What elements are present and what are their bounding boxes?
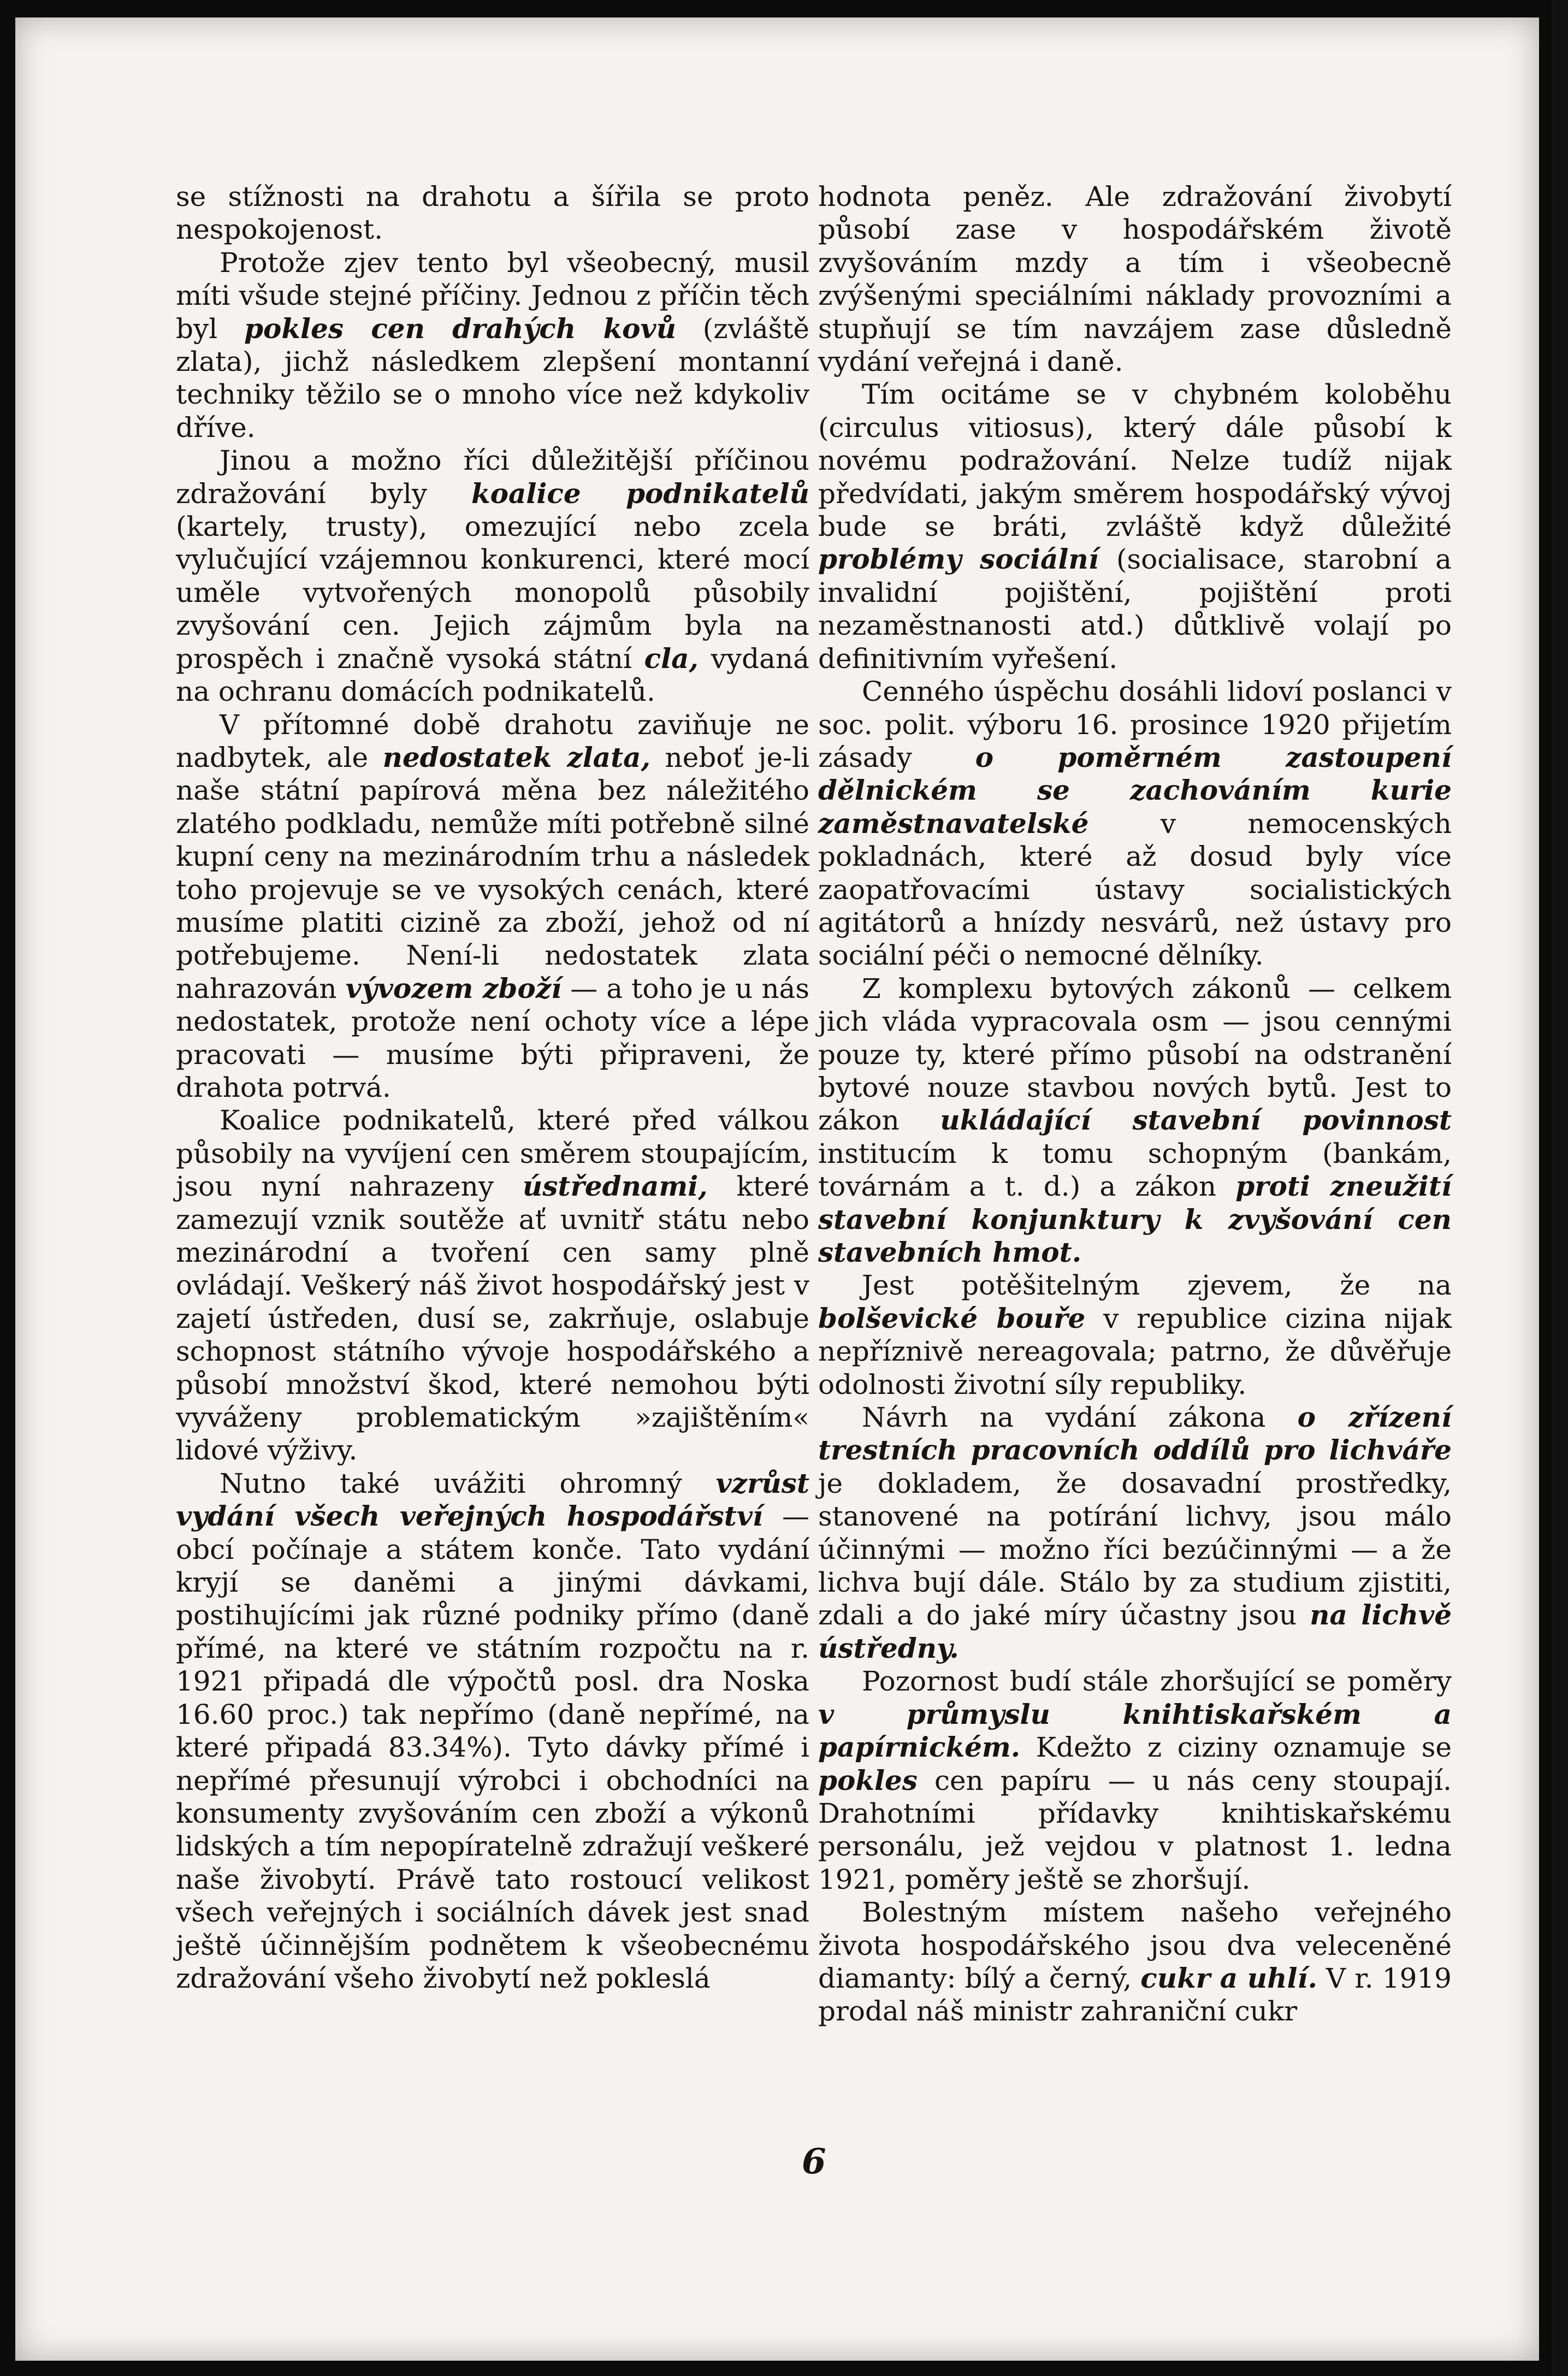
text-run: Jinou a možno říci důležitější příčinou zdražování byly	[176, 445, 809, 510]
paragraph	[818, 1269, 1452, 1401]
paragraph	[818, 972, 1452, 1269]
emphasis: na lichvě ústředny.	[818, 1599, 1452, 1664]
text-run: které zamezují vznik soutěže ať uvnitř státu nebo mezinárodní a tvoření cen samy plně ovládají. Veškerý náš život hospodářský jest v zajetí ústředen, dusí se, zakrňuje, oslabuje schopnost státního vývoje hospodářského a působí množství škod, které nemohou býti vyváženy problematickým »zajištěním« lidové výživy.	[176, 1171, 809, 1467]
text-run: se stížnosti na drahotu a šířila se proto nespokojenost.	[176, 181, 809, 246]
text-run: Kdežto z ciziny oznamuje se	[1020, 1731, 1452, 1764]
document-page	[15, 17, 1539, 2361]
paragraph	[818, 180, 1452, 378]
emphasis: pokles	[818, 1764, 918, 1796]
text-run: — a toho je u nás nedostatek, protože není ochoty více a lépe pracovati — musíme býti připraveni, že drahota potrvá.	[176, 972, 810, 1103]
paragraph	[176, 1467, 809, 1995]
emphasis: proti zneužití stavební konjunktury k zvyšování cen stavebních hmot.	[818, 1170, 1452, 1268]
text-run: V přítomné době drahotu zaviňuje ne nadbytek, ale	[176, 708, 809, 773]
paragraph	[818, 1896, 1452, 2028]
text-run: (socialisace, starobní a invalidní pojištění, pojištění proti nezaměstnanosti atd.) důtklivě volají po definitivním vyřešení.	[818, 543, 1452, 675]
text-run: (zvláště zlata), jichž následkem zlepšení montanní techniky těžilo se o mnoho více než kdykoliv dříve.	[176, 312, 810, 444]
text-run: Z komplexu bytových zákonů — celkem jich vláda vypracovala osm — jsou cennými pouze ty, které přímo působí na odstranění bytové nouze stavbou nových bytů. Jest to zákon	[818, 972, 1452, 1137]
text-run: V r. 1919 prodal náš ministr zahraniční cukr	[818, 1962, 1452, 2028]
text-run: v republice cizina nijak nepříznivě nereagovala; patrno, že důvěřuje odolnosti životní síly republiky.	[818, 1302, 1452, 1400]
text-run: je dokladem, že dosavadní prostředky, stanovené na potírání lichvy, jsou málo účinnými — možno říci bezúčinnými — a že lichva bují dále. Stálo by za studium zjistiti, zdali a do jaké míry účastny jsou	[818, 1467, 1452, 1632]
emphasis: koalice podnikatelů	[471, 477, 809, 510]
paragraph	[176, 246, 809, 444]
text-run: v nemocenských pokladnách, které až dosud byly více zaopatřovacími ústavy socialistických agitátorů a hnízdy nesvárů, než ústavy pro sociální péči o nemocné dělníky.	[818, 807, 1452, 972]
text-run: Cenného úspěchu dosáhli lidoví poslanci v soc. polit. výboru 16. prosince 1920 přijetím zásady	[818, 676, 1452, 773]
right-column	[818, 180, 1452, 2028]
text-run: — obcí počínaje a státem konče. Tato vydání kryjí se daněmi a jinými dávkami, postihujícími jak různé podniky přímo (daně přímé, na které ve státním rozpočtu na r. 1921 připadá dle výpočtů posl. dra Noska 16.60 proc.) tak nepřímo (daně nepřímé, na které připadá 83.34%). Tyto dávky přímé i nepřímé přesunují výrobci i obchodníci na konsumenty zvyšováním cen zboží a výkonů lidských a tím nepopíratelně zdražují veškeré naše živobytí. Právě tato rostoucí velikost všech veřejných i sociálních dávek jest snad ještě účinnějším podnětem k všeobecnému zdražování všeho živobytí než pokleslá	[176, 1500, 809, 1994]
paragraph	[818, 1665, 1452, 1896]
text-run: Jest potěšitelným zjevem, že na	[862, 1269, 1452, 1302]
text-run: neboť je-li naše státní papírová měna bez náležitého zlatého podkladu, nemůže míti potřebně silné kupní ceny na mezinárodním trhu a následek toho projevuje se ve vysokých cenách, které musíme platiti cizině za zboží, jehož od ní potřebujeme. Není-li nedostatek zlata nahrazován	[176, 741, 809, 1004]
emphasis: bolševické bouře	[818, 1302, 1086, 1334]
paragraph	[818, 675, 1452, 972]
page-number: 6	[802, 2141, 826, 2182]
emphasis: problémy sociální	[818, 543, 1099, 576]
text-run: cen papíru — u nás ceny stoupají. Drahotními přídavky knihtiskařskému personálu, jež vejdou v platnost 1. ledna 1921, poměry ještě se zhoršují.	[818, 1764, 1452, 1895]
text-run: Návrh na vydání zákona	[862, 1402, 1298, 1434]
paragraph	[176, 444, 809, 708]
paragraph	[818, 378, 1452, 675]
paragraph	[818, 1401, 1452, 1665]
text-run: hodnota peněz. Ale zdražování živobytí působí zase v hospodářském životě zvyšováním mzdy a tím i všeobecně zvýšenými speciálními náklady provozními a stupňují se tím navzájem zase důsledně vydání veřejná i daně.	[818, 181, 1452, 378]
emphasis: o poměrném zastoupení dělnickém se zachováním kurie zaměstnavatelské	[818, 741, 1452, 840]
text-run: Bolestným místem našeho veřejného života hospodářského jsou dva veleceněné diamanty: bílý a černý,	[818, 1896, 1452, 1994]
emphasis: pokles cen drahých kovů	[244, 312, 676, 345]
text-run: vydaná na ochranu domácích podnikatelů.	[176, 642, 809, 708]
text-run: Pozornost budí stále zhoršující se poměry	[862, 1665, 1452, 1698]
text-run: Nutno také uvážiti ohromný	[220, 1467, 716, 1499]
text-run: (kartely, trusty), omezující nebo zcela vylučující vzájemnou konkurenci, které mocí uměle vytvořených monopolů působily zvyšování cen. Jejich zájmům byla na prospěch i značně vysoká státní	[176, 511, 809, 675]
emphasis: v průmyslu knihtiskařském a papírnickém.	[818, 1698, 1452, 1764]
left-column	[176, 180, 809, 1995]
emphasis: vzrůst vydání všech veřejných hospodářství	[176, 1467, 809, 1533]
emphasis: o zřízení trestních pracovních oddílů pro lichváře	[818, 1401, 1452, 1467]
paragraph	[176, 180, 809, 246]
emphasis: vývozem zboží	[345, 972, 562, 1004]
emphasis: cla,	[644, 642, 699, 675]
paragraph	[176, 1104, 809, 1467]
text-run: Tím ocitáme se v chybném koloběhu (circulus vitiosus), který dále působí k novému podražování. Nelze tudíž nijak předvídati, jakým směrem hospodářský vývoj bude se bráti, zvláště když důležité	[818, 379, 1452, 543]
emphasis: ústřednami,	[522, 1170, 708, 1203]
text-run: institucím k tomu schopným (bankám, továrnám a t. d.) a zákon	[818, 1137, 1452, 1203]
text-run: Protože zjev tento byl všeobecný, musil míti všude stejné příčiny. Jednou z příčin těch byl	[176, 246, 809, 345]
text-run: Koalice podnikatelů, které před válkou působily na vyvíjení cen směrem stoupajícím, jsou nyní nahrazeny	[176, 1104, 809, 1203]
emphasis: nedostatek zlata,	[382, 741, 650, 773]
emphasis: ukládající stavební povinnost	[940, 1104, 1452, 1137]
paragraph	[176, 708, 809, 1104]
scan-edge	[1552, 0, 1568, 2376]
emphasis: cukr a uhlí.	[1140, 1961, 1317, 1994]
